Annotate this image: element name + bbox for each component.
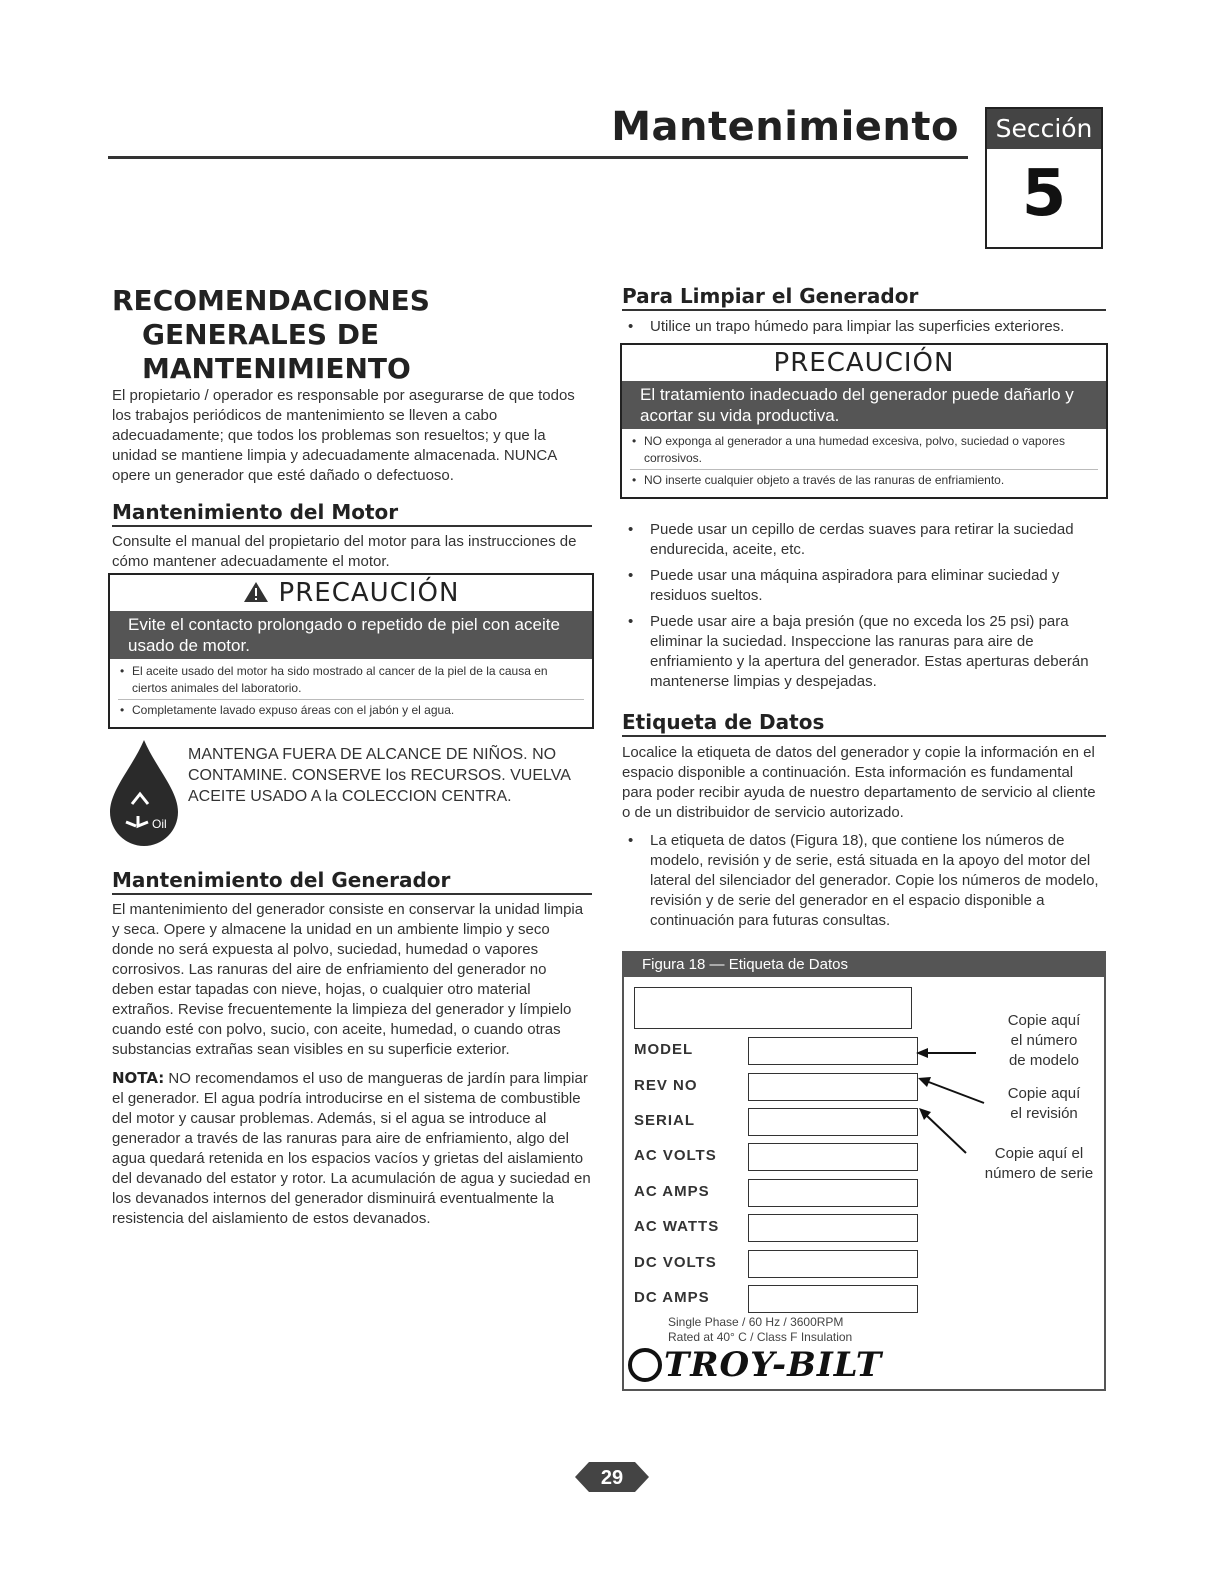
main-heading bbox=[112, 284, 592, 386]
ac-watts-field[interactable] bbox=[748, 1214, 918, 1242]
field-label-serial: SERIAL bbox=[634, 1112, 696, 1129]
note-text: NO recomendamos el uso de mangueras de jardín para limpiar el generador. El agua podría introducirse en el sistema de combustible del motor y causar problemas. Además, si el agua se introduce al generador a través de las ranuras para aire de enfriamiento, algo del agua quedará retenida en los espacios vacíos y grietas del aislamiento del devanado del estator y rotor. La acumulación de agua y suciedad en los devanados internos del generador disminuirá eventualmente la resistencia del aislamiento de estos devanados. bbox=[112, 1070, 591, 1227]
brand-name: TROY-BILT bbox=[664, 1345, 883, 1385]
main-heading-line-1: RECOMENDACIONES bbox=[112, 284, 430, 317]
page-number-badge bbox=[575, 1460, 649, 1494]
logo-emblem-icon bbox=[626, 1346, 664, 1384]
recycle-text: MANTENGA FUERA DE ALCANCE DE NIÑOS. NO CONTAMINE. CONSERVE los RECURSOS. VUELVA ACEITE USADO A la COLECCION CENTRA. bbox=[188, 746, 571, 805]
intro-paragraph: El propietario / operador es responsable por asegurarse de que todos los trabajos periódicos de mantenimiento se lleven a cabo adecuadamente; que todos los problemas son resueltos; y que la unidad se mantiene limpia y adecuadamente almacenada. NUNCA opere un generador que esté dañado o defectuoso. bbox=[112, 387, 575, 484]
data-label-figure bbox=[622, 951, 1106, 1391]
generator-text: El mantenimiento del generador consiste en conservar la unidad limpia y seca. Opere y almacene la unidad en un ambiente limpio y seco donde no será expuesta al polvo, suciedad, humedad o vapores corrosivos. Las ranuras del aire de enfriamiento del generador no deben estar tapadas con nieve, hojas, o cualquier otro material extraños. Revise frecuentemente la limpieza del generador y límpielo cuando esté con polvo, sucio, con aceite, humedad, o cuando otras substancias extrañas sean visibles en su superficie exterior. bbox=[112, 901, 584, 1058]
caution-header: PRECAUCIÓN bbox=[773, 348, 955, 378]
field-label-ac-watts: AC WATTS bbox=[634, 1218, 720, 1235]
motor-heading: Mantenimiento del Motor bbox=[112, 500, 592, 527]
dc-volts-field[interactable] bbox=[748, 1250, 918, 1278]
label-section bbox=[622, 710, 1106, 937]
header-rule bbox=[108, 156, 968, 159]
caution-item: • El aceite usado del motor ha sido mostrado al cancer de la piel de la causa en ciertos animales del laboratorio. bbox=[118, 663, 584, 700]
generator-section bbox=[112, 868, 592, 1229]
caution-box-oil bbox=[108, 573, 594, 729]
cleaning-tips-list bbox=[622, 520, 1106, 698]
field-label-model: MODEL bbox=[634, 1041, 694, 1058]
spec-text bbox=[668, 1315, 852, 1345]
label-text: Localice la etiqueta de datos del generador y copie la información en el espacio disponible a continuación. Esta información es fundamental para poder recibir ayuda de nuestro departamento de servicio al cliente o de un distribuidor de servicio autorizado. bbox=[622, 744, 1096, 821]
brand-logo bbox=[626, 1345, 882, 1385]
motor-section bbox=[112, 500, 592, 572]
note-label: NOTA: bbox=[112, 1069, 165, 1087]
caution-item: • Completamente lavado expuso áreas con el jabón y el agua. bbox=[118, 702, 584, 721]
serial-field[interactable] bbox=[748, 1108, 918, 1136]
main-heading-line-2: GENERALES DE bbox=[142, 318, 380, 351]
callout-line: el número bbox=[1010, 1032, 1078, 1049]
rev-field[interactable] bbox=[748, 1073, 918, 1101]
dc-amps-field[interactable] bbox=[748, 1285, 918, 1313]
clean-bullet: • Utilice un trapo húmedo para limpiar las superficies exteriores. bbox=[622, 317, 1106, 337]
page-number: 29 bbox=[600, 1467, 624, 1489]
clean-heading: Para Limpiar el Generador bbox=[622, 284, 1106, 311]
label-list bbox=[622, 831, 1106, 931]
caution-box-generator bbox=[620, 343, 1108, 499]
generator-heading: Mantenimiento del Generador bbox=[112, 868, 592, 895]
label-heading: Etiqueta de Datos bbox=[622, 710, 1106, 737]
label-bullet: • La etiqueta de datos (Figura 18), que contiene los números de modelo, revisión y de serie, está situada en la apoyo del motor del lateral del silenciador del generador. Copie los números de modelo, revisión y de serie del generador en el espacio disponible a continuación para futuras consultas. bbox=[622, 831, 1106, 931]
caution-item: • NO exponga al generador a una humedad excesiva, polvo, suciedad o vapores corrosivos. bbox=[630, 433, 1098, 470]
figure-title: Figura 18 — Etiqueta de Datos bbox=[624, 953, 1104, 977]
callout-line: Copie aquí bbox=[1007, 1012, 1081, 1029]
caution-item: • NO inserte cualquier objeto a través de las ranuras de enfriamiento. bbox=[630, 472, 1098, 491]
list-item: • Puede usar aire a baja presión (que no exceda los 25 psi) para eliminar la suciedad. Inspeccione las ranuras para aire de enfriamiento y la apertura del generador. Estas aperturas deberán mantenerse limpias y despejadas. bbox=[622, 612, 1106, 692]
callout-line: Copie aquí bbox=[1007, 1085, 1081, 1102]
ac-volts-field[interactable] bbox=[748, 1143, 918, 1171]
callout-line: número de serie bbox=[984, 1165, 1094, 1182]
warning-icon bbox=[243, 581, 269, 603]
list-item: • Puede usar una máquina aspiradora para eliminar suciedad y residuos sueltos. bbox=[622, 566, 1106, 606]
section-number: 5 bbox=[1021, 157, 1067, 231]
clean-section bbox=[622, 284, 1106, 343]
spec-line-2: Rated at 40° C / Class F Insulation bbox=[668, 1330, 853, 1344]
oil-label: Oil bbox=[152, 817, 167, 831]
field-label-ac-volts: AC VOLTS bbox=[634, 1147, 717, 1164]
caution-band: El tratamiento inadecuado del generador puede dañarlo y acortar su vida productiva. bbox=[622, 381, 1106, 429]
caution-header bbox=[110, 575, 592, 611]
clean-list bbox=[622, 317, 1106, 337]
caution-list bbox=[622, 429, 1106, 497]
section-badge bbox=[985, 107, 1103, 249]
field-label-dc-volts: DC VOLTS bbox=[634, 1254, 717, 1271]
callout-line: el revisión bbox=[1010, 1105, 1078, 1122]
label-top-box bbox=[634, 987, 912, 1029]
page-title: Mantenimiento bbox=[611, 104, 959, 150]
caution-title: PRECAUCIÓN bbox=[278, 578, 460, 608]
field-label-dc-amps: DC AMPS bbox=[634, 1289, 710, 1306]
note-paragraph bbox=[112, 1068, 592, 1229]
list-item: • Puede usar un cepillo de cerdas suaves para retirar la suciedad endurecida, aceite, etc. bbox=[622, 520, 1106, 560]
main-heading-line-3: MANTENIMIENTO bbox=[142, 352, 411, 385]
field-label-ac-amps: AC AMPS bbox=[634, 1183, 710, 1200]
oil-recycle-icon bbox=[104, 738, 184, 848]
callout-arrows bbox=[914, 1043, 1004, 1163]
caution-list bbox=[110, 659, 592, 727]
callout-line: de modelo bbox=[1008, 1052, 1080, 1069]
spec-line-1: Single Phase / 60 Hz / 3600RPM bbox=[668, 1315, 844, 1329]
ac-amps-field[interactable] bbox=[748, 1179, 918, 1207]
field-label-rev: REV NO bbox=[634, 1077, 698, 1094]
section-label: Sección bbox=[987, 109, 1101, 149]
model-field[interactable] bbox=[748, 1037, 918, 1065]
caution-band: Evite el contacto prolongado o repetido de piel con aceite usado de motor. bbox=[110, 611, 592, 659]
callout-line: Copie aquí el bbox=[994, 1145, 1084, 1162]
motor-text: Consulte el manual del propietario del motor para las instrucciones de cómo mantener adecuadamente el motor. bbox=[112, 533, 577, 570]
